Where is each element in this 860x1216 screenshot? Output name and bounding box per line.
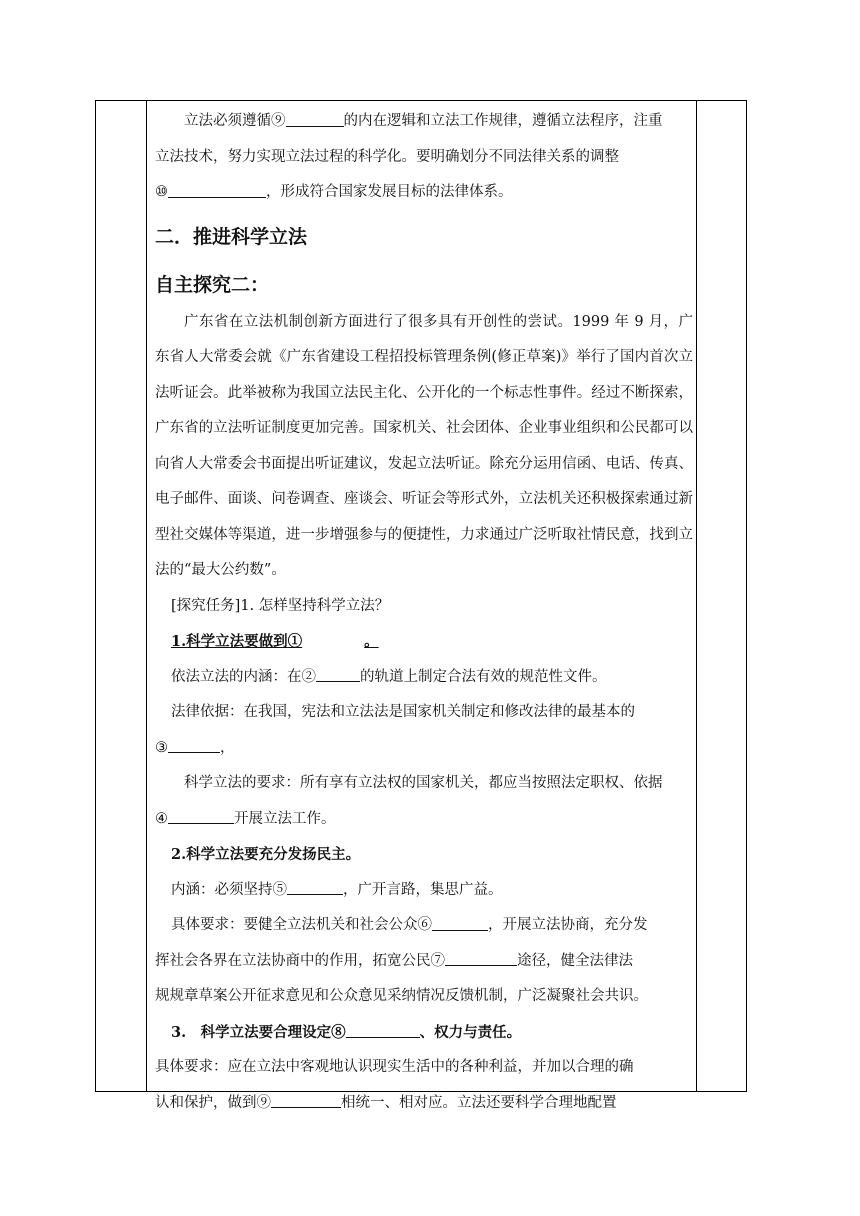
section-title: 二．推进科学立法	[155, 225, 308, 248]
point2-req-cont2: 规规章草案公开征求意见和公众意见采纳情况反馈机制，广泛凝聚社会共识。	[155, 988, 648, 1004]
point2-req-cont: 挥社会各界在立法协商中的作用，拓宽公民⑦ 途径，健全法律法	[155, 952, 633, 969]
point1-req-cont: ④ 开展立法工作。	[155, 810, 336, 827]
blank-3[interactable]	[168, 738, 220, 754]
blank-2[interactable]	[316, 667, 360, 683]
table-left-divider	[146, 100, 147, 1092]
point1-basis-cont: ③ ，	[155, 739, 235, 756]
point2-req: 具体要求：要健全立法机关和社会公众⑥ ，开展立法协商，充分发	[171, 917, 648, 933]
point3-req: 具体要求：应在立法中客观地认识现实生活中的各种利益，并加以合理的确	[155, 1059, 634, 1075]
point3-title: 3. 科学立法要合理设定⑧ 、权力与责任。	[171, 1023, 522, 1041]
point1-basis: 法律依据：在我国，宪法和立法法是国家机关制定和修改法律的最基本的	[171, 704, 635, 720]
intro-line-2: 立法技术，努力实现立法过程的科学化。要明确划分不同法律关系的调整	[155, 148, 619, 165]
task-line: [探究任务]1. 怎样坚持科学立法？	[171, 597, 390, 614]
blank-9[interactable]	[286, 111, 344, 127]
intro-line-1: 立法必须遵循⑨ 的内在逻辑和立法工作规律，遵循立法程序，注重	[184, 113, 663, 129]
point2-title: 2.科学立法要充分发扬民主。	[171, 846, 361, 863]
blank-5[interactable]	[287, 880, 343, 896]
point2-meaning: 内涵：必须坚持⑤ ，广开言路，集思广益。	[171, 881, 503, 898]
point1-title: 1.科学立法要做到① 。	[171, 633, 379, 650]
blank-9b[interactable]	[271, 1093, 341, 1109]
blank-4[interactable]	[168, 809, 234, 825]
explore-title: 自主探究二：	[155, 273, 270, 296]
blank-10[interactable]	[168, 182, 266, 198]
point1-meaning: 依法立法的内涵：在② 的轨道上制定合法有效的规范性文件。	[171, 668, 607, 685]
blank-6[interactable]	[432, 915, 488, 931]
case-text: 广东省在立法机制创新方面进行了很多具有开创性的尝试。1999 年 9 月，广东省人大常委会就《广东省建设工程招投标管理条例(修正草案)》举行了国内首次立法听证会。此举被称为我国立法民主化、公开化的一个标志性事件。经过不断探索，广东省的立法听证制度更加完善。国家机关、社会团体、企业事业组织和公民都可以向省人大常委会书面提出听证建议，发起立法听证。除充分运用信函、电话、传真、电子邮件、面谈、问卷调查、座谈会、听证会等形式外，立法机关还积极探索通过新型社交媒体等渠道，进一步增强参与的便捷性，力求通过广泛听取社情民意，找到立法的“最大公约数”。	[155, 313, 693, 578]
blank-7[interactable]	[445, 951, 517, 967]
table-right-divider	[696, 100, 697, 1092]
blank-8[interactable]	[346, 1023, 420, 1039]
intro-line-3: ⑩ ，形成符合国家发展目标的法律体系。	[155, 184, 513, 200]
main-content	[155, 104, 693, 1121]
point1-req: 科学立法的要求：所有享有立法权的国家机关，都应当按照法定职权、依据	[184, 775, 663, 791]
point3-req-cont: 认和保护，做到⑨ 相统一、相对应。立法还要科学合理地配置	[155, 1094, 617, 1111]
